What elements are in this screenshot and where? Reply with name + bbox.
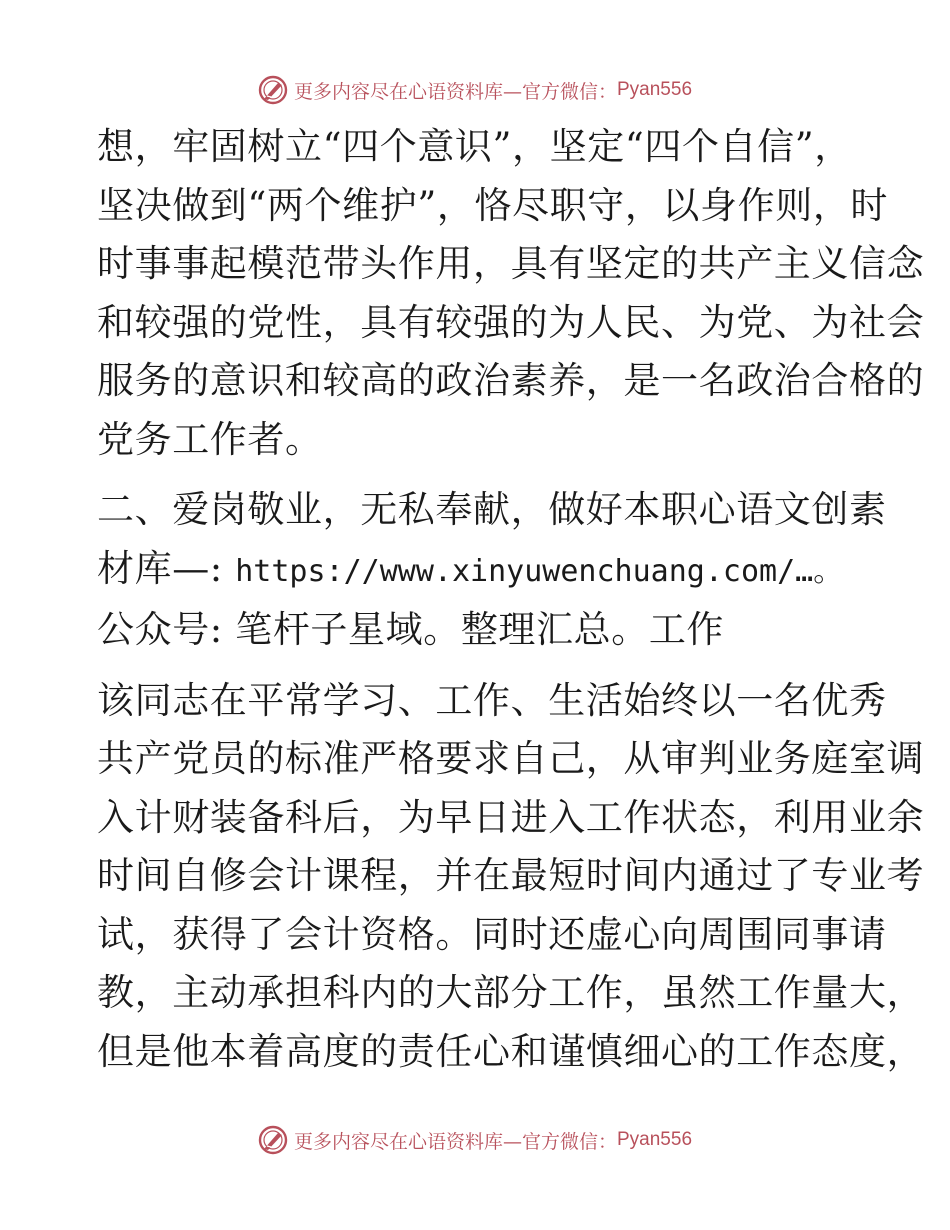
text-line: 和较强的党性，具有较强的为人民、为党、为社会 — [97, 300, 925, 344]
text-line: 入计财装备科后，为早日进入工作状态，利用业余 — [97, 795, 925, 839]
paragraph-2-heading — [97, 481, 887, 660]
banner-wechat-id: Pyan556 — [617, 79, 693, 100]
text-line: 教，主动承担科内的大部分工作，虽然工作量大， — [97, 971, 925, 1014]
banner-wechat-id: Pyan556 — [617, 1129, 693, 1150]
text-line: 试，获得了会计资格。同时还虚心向周围同事请 — [97, 912, 887, 956]
paragraph-1 — [97, 118, 925, 469]
text-line: 时间自修会计课程，并在最短时间内通过了专业考 — [97, 854, 925, 897]
text-line: 服务的意识和较高的政治素养，是一名政治合格的 — [97, 359, 925, 402]
text-line: 时事事起模范带头作用，具有坚定的共产主义信念 — [97, 242, 925, 285]
text-line: 该同志在平常学习、工作、生活始终以一名优秀 — [97, 678, 887, 722]
text-line: 党务工作者。 — [97, 417, 323, 461]
text-line: 想，牢固树立“四个意识”，坚定“四个自信”， — [97, 125, 852, 168]
text-line: 共产党员的标准严格要求自己，从审判业务庭室调 — [97, 737, 925, 780]
footer-banner — [0, 1120, 950, 1160]
header-banner — [0, 70, 950, 110]
text-line — [97, 540, 857, 602]
banner-text: 更多内容尽在心语资料库—官方微信： — [293, 1130, 617, 1153]
banner-text: 更多内容尽在心语资料库—官方微信： — [293, 80, 617, 103]
paragraph-3 — [97, 672, 925, 1082]
document-body — [97, 118, 925, 1081]
section-heading: 二、爱岗敬业，无私奉献，做好本职心语文创素 — [97, 488, 887, 531]
text-line: 但是他本着高度的责任心和谨慎细心的工作态度， — [97, 1029, 925, 1073]
website-link[interactable]: https://www.xinyuwenchuang.com/…。 — [235, 553, 844, 589]
text-line: 公众号: 笔杆子星域。整理汇总。工作 — [97, 608, 725, 651]
feather-pen-logo-icon — [258, 1125, 288, 1155]
text-line: 坚决做到“两个维护”，恪尽职守，以身作则，时 — [97, 183, 889, 227]
feather-pen-logo-icon — [258, 75, 288, 105]
text-line-prefix: 材库—: — [97, 546, 236, 590]
